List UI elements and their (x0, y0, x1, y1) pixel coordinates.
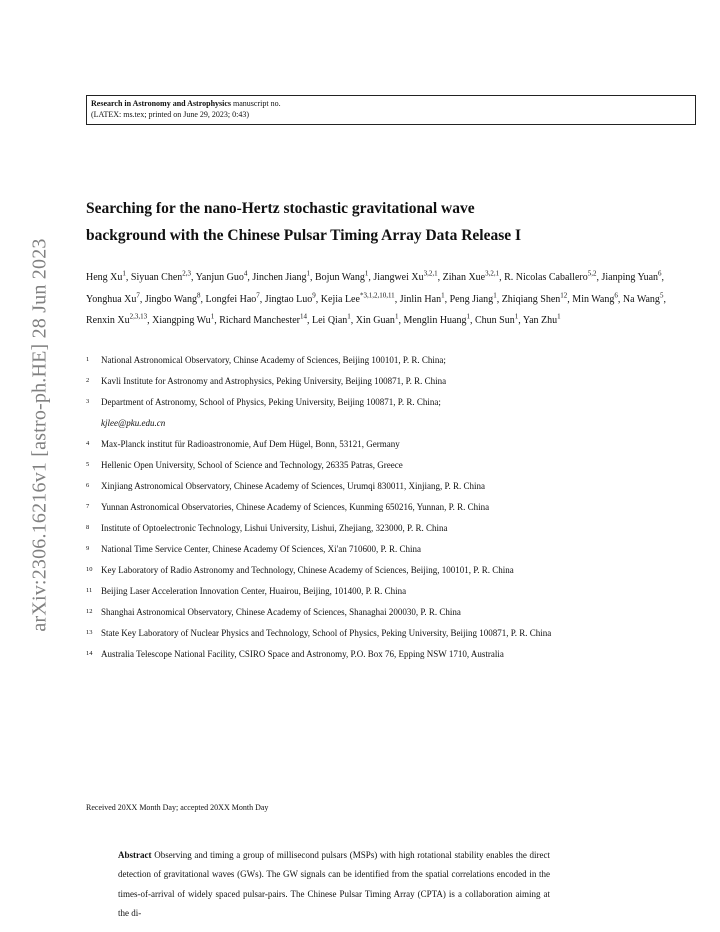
author-name: Jiangwei Xu (373, 272, 424, 283)
affiliation-text: State Key Laboratory of Nuclear Physics and Technology, School of Physics, Peking University, Beijing 100871, P. R. China (101, 628, 552, 638)
author-name: Bojun Wang (315, 272, 365, 283)
affiliation-number: 11 (86, 587, 93, 594)
author-affiliation-marker: 1 (306, 269, 310, 278)
paper-title (86, 195, 686, 249)
affiliation-text: Xinjiang Astronomical Observatory, Chinese Academy of Sciences, Urumqi 830011, Xinjiang, P. R. China (101, 481, 486, 491)
journal-name: Research in Astronomy and Astrophysics (91, 99, 232, 108)
author-name: Longfei Hao (205, 293, 257, 305)
affiliation-text: Yunnan Astronomical Observatories, Chinese Academy of Sciences, Kunming 650216, Yunnan, P. R. China (101, 502, 490, 512)
author-name: Yan Zhu (522, 315, 558, 327)
journal-suffix: manuscript no. (231, 99, 281, 108)
affiliation-number: 7 (86, 503, 90, 510)
affiliation-item (86, 623, 696, 644)
author-name: Jingbo Wang (144, 293, 197, 305)
abstract-text: Observing and timing a group of millisecond pulsars (MSPs) with high rotational stability enables the direct detection of gravitational waves (GWs). The GW signals can be identified from the spatial correlations encoded in the times-of-arrival of widely spaced pulsar-pairs. The Chinese Pulsar Timing Array (CPTA) is a collaboration aiming at the di- (118, 850, 550, 918)
author-affiliation-marker: 5,2 (587, 269, 597, 278)
affiliation-item (86, 455, 696, 476)
author-affiliation-marker: 1 (493, 291, 497, 300)
affiliation-text: Institute of Optoelectronic Technology, Lishui University, Lishui, Zhejiang, 323000, P. R. China (101, 523, 448, 533)
affiliation-number: 3 (86, 398, 90, 405)
author-name: Na Wang (622, 293, 660, 305)
author-affiliation-marker: 1 (466, 313, 470, 322)
author-affiliation-marker: 12 (560, 291, 568, 300)
affiliation-number: 4 (86, 440, 90, 447)
author-name: Jianping Yuan (601, 272, 659, 283)
affiliation-item (86, 392, 696, 434)
affiliation-text: Department of Astronomy, School of Physics, Peking University, Beijing 100871, P. R. China; (101, 397, 441, 407)
affiliation-text: Key Laboratory of Radio Astronomy and Technology, Chinese Academy of Sciences, Beijing, 100101, P. R. China (101, 565, 514, 575)
author-affiliation-marker: 8 (196, 291, 201, 300)
author-name: Siyuan Chen (130, 272, 183, 283)
author-affiliation-marker: 1 (347, 313, 351, 322)
author-name: Heng Xu (86, 272, 123, 283)
author-name: Zihan Xue (442, 272, 486, 283)
affiliation-text: Hellenic Open University, School of Science and Technology, 26335 Patras, Greece (101, 460, 403, 470)
author-name: Jinchen Jiang (252, 272, 307, 283)
author-name: Jinlin Han (399, 293, 442, 305)
author-name: Yanjun Guo (195, 272, 244, 283)
author-name: Peng Jiang (449, 293, 494, 305)
affiliation-number: 14 (86, 650, 93, 657)
affiliation-item (86, 497, 696, 518)
abstract-label: Abstract (118, 850, 152, 860)
affiliation-item (86, 644, 696, 665)
affiliation-item (86, 602, 696, 623)
author-affiliation-marker: 1 (557, 313, 561, 322)
affiliation-number: 6 (86, 482, 90, 489)
affiliation-text: Max-Planck institut für Radioastronomie, Auf Dem Hügel, Bonn, 53121, Germany (101, 439, 400, 449)
affiliation-text: National Astronomical Observatory, Chinse Academy of Sciences, Beijing 100101, P. R. China; (101, 355, 446, 365)
author-affiliation-marker: 3,2,1 (485, 269, 500, 278)
arxiv-id-text: arXiv:2306.16216v1 [astro-ph.HE] 28 Jun 2023 (28, 238, 51, 632)
author-affiliation-marker: 9 (312, 291, 316, 300)
title-line-2: background with the Chinese Pulsar Timing Array Data Release I (86, 227, 522, 244)
author-affiliation-marker: 1 (394, 313, 399, 322)
author-affiliation-marker: 2,3,13 (129, 313, 148, 322)
author-affiliation-marker: 7 (136, 291, 140, 300)
author-name: Richard Manchester (219, 315, 300, 327)
affiliation-number: 1 (86, 356, 90, 363)
author-affiliation-marker: 1 (210, 313, 215, 322)
affiliation-text: Kavli Institute for Astronomy and Astrophysics, Peking University, Beijing 100871, P. R. China (101, 376, 447, 386)
author-affiliation-marker: 2,3 (182, 269, 192, 278)
author-name: Menglin Huang (403, 315, 467, 327)
affiliation-number: 12 (86, 608, 93, 615)
author-name: Xiangping Wu (152, 315, 211, 327)
affiliation-number: 2 (86, 377, 90, 384)
author-affiliation-marker: 1 (441, 291, 445, 300)
affiliation-item (86, 581, 696, 602)
affiliation-item (86, 518, 696, 539)
journal-line-2: (LATEX: ms.tex; printed on June 29, 2023; 0:43) (91, 110, 249, 119)
title-line-1: Searching for the nano-Hertz stochastic gravitational wave (86, 200, 475, 217)
author-affiliation-marker: 1 (122, 269, 126, 278)
author-name: Renxin Xu (86, 315, 130, 327)
contact-email[interactable]: kjlee@pku.edu.cn (101, 418, 166, 428)
affiliation-item (86, 371, 696, 392)
abstract (118, 846, 550, 923)
affiliation-number: 13 (86, 629, 93, 636)
author-name: Chun Sun (474, 315, 515, 327)
affiliation-item (86, 539, 696, 560)
author-name: Xin Guan (355, 315, 395, 327)
author-affiliation-marker: 6 (658, 269, 662, 278)
author-name: Min Wang (572, 293, 615, 305)
affiliation-text: National Time Service Center, Chinese Academy Of Sciences, Xi'an 710600, P. R. China (101, 544, 421, 554)
author-name: Kejia Lee (320, 293, 360, 305)
author-name: Yonghua Xu (86, 293, 137, 305)
author-affiliation-marker: 1 (514, 313, 519, 322)
journal-header-box (86, 95, 696, 125)
received-line: Received 20XX Month Day; accepted 20XX Month Day (86, 803, 269, 812)
affiliation-number: 10 (86, 566, 93, 573)
author-name: Zhiqiang Shen (501, 293, 561, 305)
affiliation-item (86, 350, 696, 371)
author-affiliation-marker: 6 (614, 291, 618, 300)
arxiv-stamp (20, 230, 60, 640)
affiliation-text: Australia Telescope National Facility, CSIRO Space and Astronomy, P.O. Box 76, Epping NSW 1710, Australia (101, 649, 504, 659)
author-affiliation-marker: *3,1,2,10,11 (359, 291, 395, 300)
affiliation-item (86, 560, 696, 581)
affiliation-number: 5 (86, 461, 90, 468)
affiliation-item (86, 434, 696, 455)
author-affiliation-marker: 1 (364, 269, 369, 278)
author-affiliation-marker: 4 (243, 269, 248, 278)
affiliation-item (86, 476, 696, 497)
author-affiliation-marker: 7 (256, 291, 260, 300)
journal-line-1 (91, 98, 691, 109)
author-affiliation-marker: 14 (300, 313, 307, 322)
author-name: Lei Qian (312, 315, 348, 327)
author-list: Heng Xu$^1$, Siyuan Chen$^{2,3}$, Yanjun Guo$^4$, Jinchen Jiang$^1$, Bojun Wang$^1$, Jiangwei Xu$^{3,2,1}$, Zihan Xue$^{3,2,1}$, R. Nicolas Caballero$^{5,2}$, Jianping Yuan$^6$, Yonghua Xu$^7$, Jingbo Wang$^8$, Longfei Hao$^7$, Jingtao Luo$^9$, Kejia Lee$^{*3,1,2,10,11}$, Jinlin Han$^1$, Peng Jiang$^1$, Zhiqiang Shen$^{12}$, Min Wang$^6$, Na Wang$^5$, Renxin Xu$^{2,3,13}$, Xiangping Wu$^1$, Richard Manchester$^{14}$, Lei Qian$^1$, Xin Guan$^1$, Menglin Huang$^1$, Chun Sun$^1$, Yan Zhu$^1$ (86, 269, 666, 327)
affiliation-number: 8 (86, 524, 90, 531)
affiliation-text: Beijing Laser Acceleration Innovation Center, Huairou, Beijing, 101400, P. R. China (101, 586, 407, 596)
author-affiliation-marker: 5 (659, 291, 664, 300)
author-affiliation-marker: 3,2,1 (423, 269, 438, 278)
affiliation-list (86, 350, 696, 665)
affiliation-text: Shanghai Astronomical Observatory, Chinese Academy of Sciences, Shanaghai 200030, P. R. China (101, 607, 461, 617)
author-name: Jingtao Luo (264, 293, 313, 305)
author-name: R. Nicolas Caballero (504, 272, 588, 283)
affiliation-number: 9 (86, 545, 90, 552)
